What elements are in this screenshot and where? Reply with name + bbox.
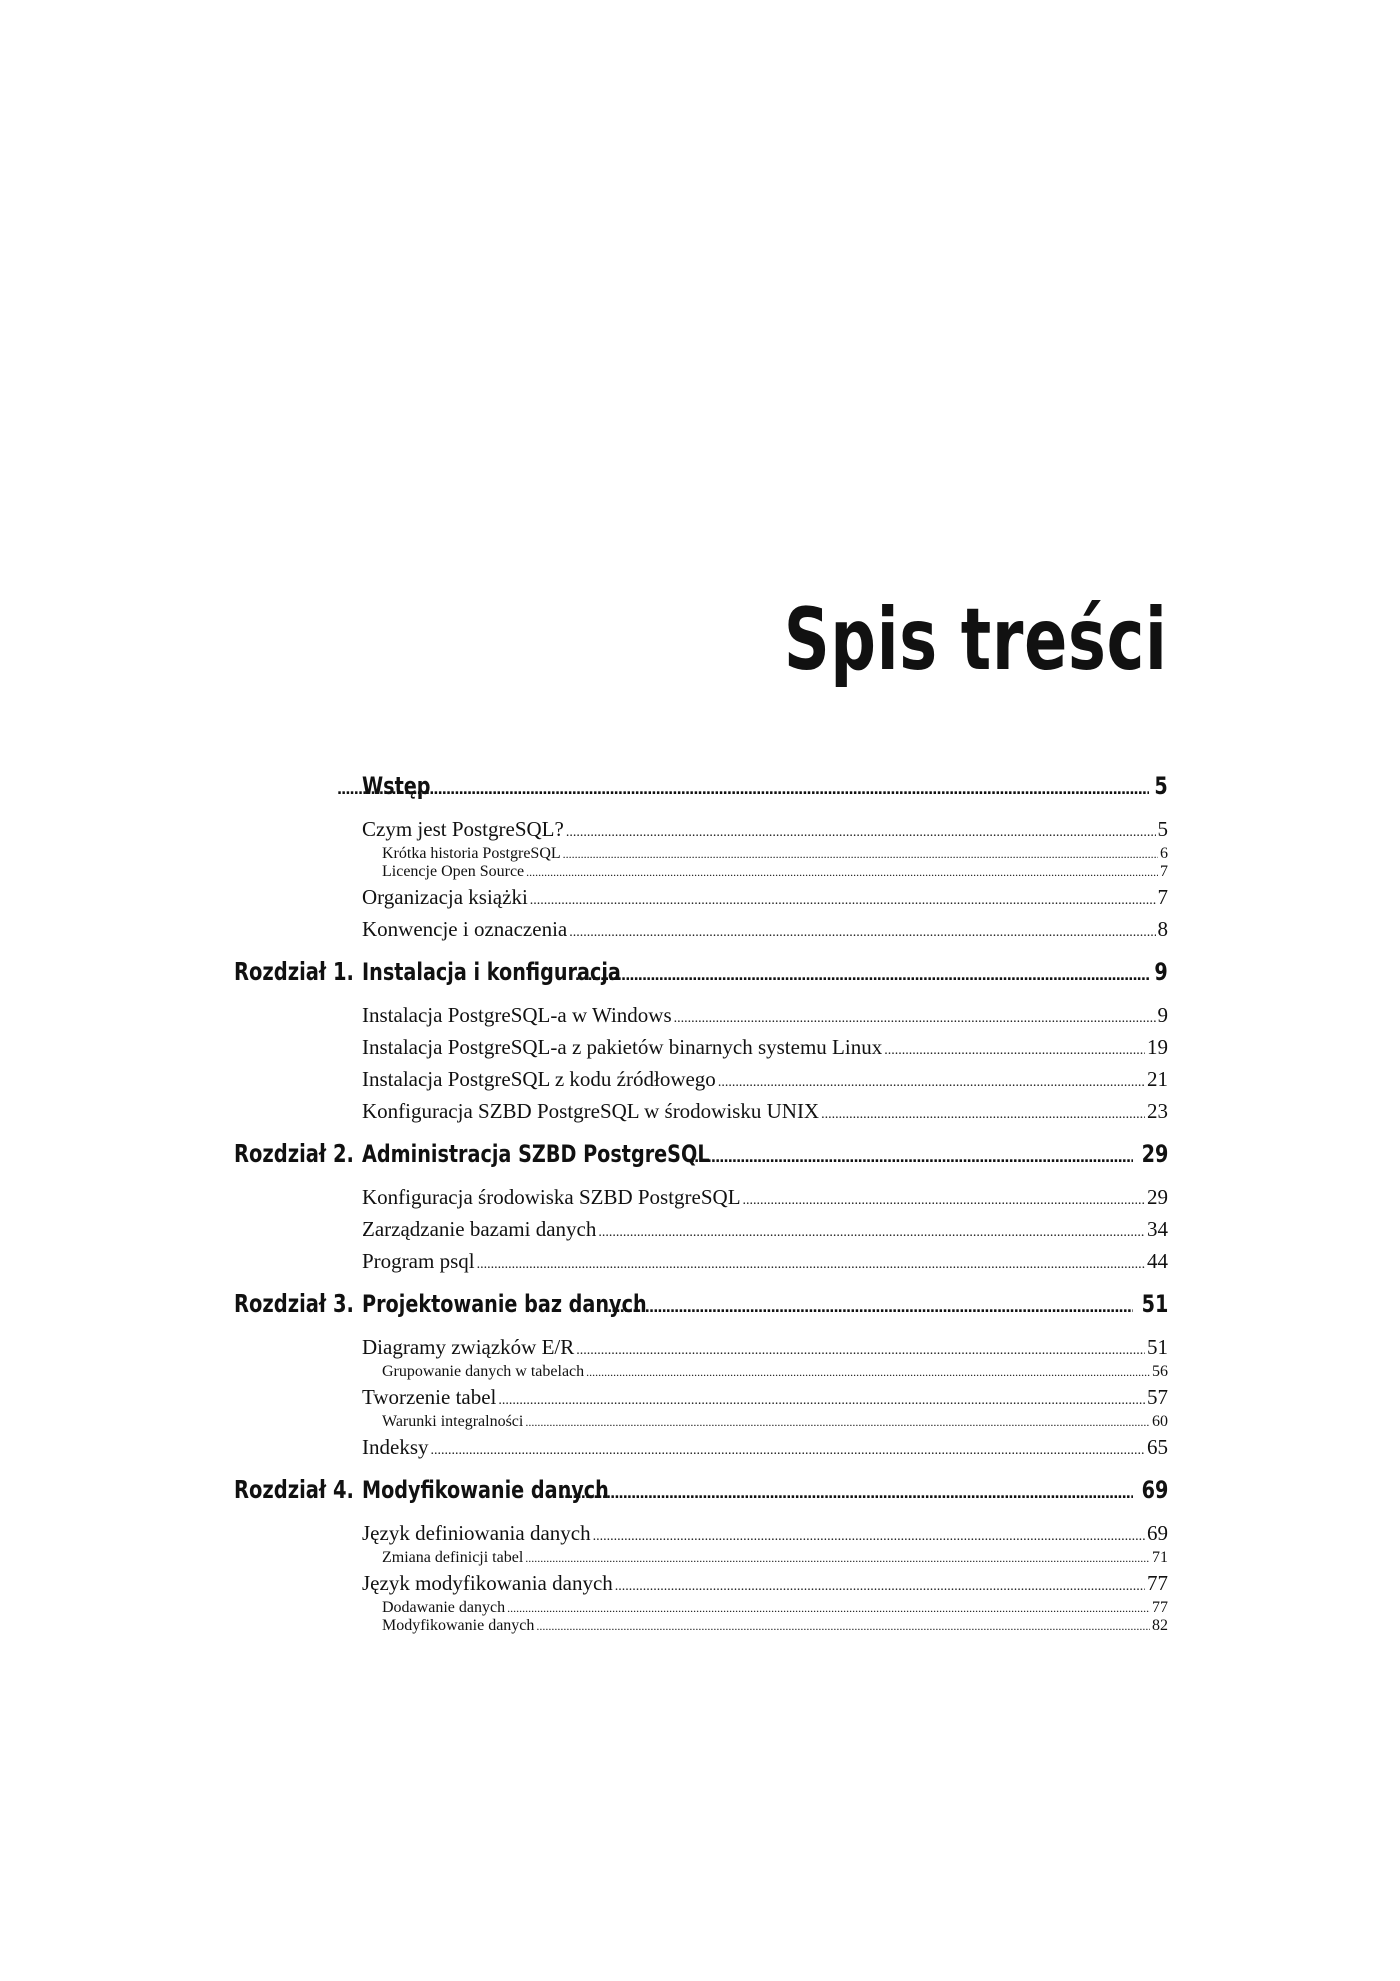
toc-entry-title: Tworzenie tabel <box>362 1385 497 1409</box>
toc-entry-page: 23 <box>1147 1099 1168 1123</box>
toc-entry <box>362 916 1168 946</box>
dot-leader <box>598 1220 1145 1246</box>
toc-entry-title: Warunki integralności <box>382 1413 524 1430</box>
toc-entry <box>362 956 1168 992</box>
dot-leader <box>431 1438 1146 1464</box>
dot-leader <box>477 1252 1145 1278</box>
toc-entry <box>362 884 1168 914</box>
dot-leader <box>718 1070 1145 1096</box>
toc-entry <box>362 1334 1168 1364</box>
toc-entry-title: Organizacja książki <box>362 885 528 909</box>
chapter-label: Rozdział 1. <box>234 957 354 986</box>
dot-leader <box>569 920 1155 946</box>
toc-entry-title: Dodawanie danych <box>382 1599 506 1616</box>
dot-leader <box>337 774 1149 806</box>
dot-leader <box>507 1598 1150 1618</box>
toc-entry-page: 8 <box>1157 917 1168 941</box>
toc-entry-title: Instalacja PostgreSQL-a z pakietów binarnych systemu Linux <box>362 1035 883 1059</box>
toc-entry-page: 9 <box>1154 958 1168 986</box>
toc-entry-page: 77 <box>1147 1571 1168 1595</box>
toc-entry-page: 29 <box>1141 1140 1168 1168</box>
toc-entry-title: Indeksy <box>362 1435 429 1459</box>
toc-entry <box>362 816 1168 846</box>
toc-entry-title: Administracja SZBD PostgreSQL <box>362 1140 710 1168</box>
toc-entry-title: Licencje Open Source <box>382 863 525 880</box>
toc-entry-title: Wstęp <box>362 772 431 800</box>
dot-leader <box>686 1142 1133 1174</box>
toc-entry-title: Czym jest PostgreSQL? <box>362 817 564 841</box>
toc-entry-page: 9 <box>1157 1003 1168 1027</box>
toc-entry-page: 34 <box>1147 1217 1168 1241</box>
toc-entry-title: Instalacja PostgreSQL z kodu źródłowego <box>362 1067 716 1091</box>
toc-entry-page: 65 <box>1147 1435 1168 1459</box>
toc-entry-title: Projektowanie baz danych <box>362 1290 647 1318</box>
dot-leader <box>586 1362 1150 1382</box>
toc-entry <box>362 1066 1168 1096</box>
toc-entry-page: 57 <box>1147 1385 1168 1409</box>
toc-entry <box>362 1138 1168 1174</box>
toc-entry <box>362 770 1168 806</box>
toc-entry-page: 69 <box>1147 1521 1168 1545</box>
toc-entry-page: 51 <box>1141 1290 1168 1318</box>
dot-leader <box>821 1102 1145 1128</box>
toc-entry-title: Modyfikowanie danych <box>382 1617 535 1634</box>
toc-entry-title: Program psql <box>362 1249 475 1273</box>
toc-entry <box>362 1098 1168 1128</box>
toc-entry-page: 44 <box>1147 1249 1168 1273</box>
toc-entry <box>362 1474 1168 1510</box>
dot-leader <box>575 960 1150 992</box>
toc-entry-title: Zmiana definicji tabel <box>382 1549 524 1566</box>
dot-leader <box>536 1616 1150 1636</box>
toc-entry <box>362 1034 1168 1064</box>
chapter-label: Rozdział 4. <box>234 1475 354 1504</box>
toc-entry <box>362 1570 1168 1600</box>
toc-entry-page: 6 <box>1160 845 1168 862</box>
toc-entry-title: Konwencje i oznaczenia <box>362 917 568 941</box>
dot-leader <box>498 1388 1145 1414</box>
dot-leader <box>526 862 1158 882</box>
toc-entry-page: 60 <box>1152 1413 1168 1430</box>
toc-entry <box>362 1248 1168 1278</box>
toc-entry-title: Język definiowania danych <box>362 1521 591 1545</box>
dot-leader <box>743 1188 1145 1214</box>
toc-entry-title: Zarządzanie bazami danych <box>362 1217 597 1241</box>
toc-entry-title: Instalacja PostgreSQL-a w Windows <box>362 1003 672 1027</box>
dot-leader <box>593 1524 1145 1550</box>
dot-leader <box>576 1338 1145 1364</box>
toc-entry-page: 82 <box>1152 1617 1168 1634</box>
dot-leader <box>525 1412 1150 1432</box>
toc-entry-title: Konfiguracja SZBD PostgreSQL w środowisku UNIX <box>362 1099 820 1123</box>
toc-entry-page: 77 <box>1152 1599 1168 1616</box>
chapter-label: Rozdział 2. <box>234 1139 354 1168</box>
toc-entry-title: Grupowanie danych w tabelach <box>382 1363 585 1380</box>
toc-entry-page: 51 <box>1147 1335 1168 1359</box>
toc-entry-title: Diagramy związków E/R <box>362 1335 575 1359</box>
toc-entry <box>382 1548 1168 1568</box>
page-title: Spis treści <box>784 590 1168 690</box>
toc-entry-page: 19 <box>1147 1035 1168 1059</box>
toc-entry-page: 71 <box>1152 1549 1168 1566</box>
toc-entry <box>362 1216 1168 1246</box>
toc-entry-title: Instalacja i konfiguracja <box>362 958 621 986</box>
dot-leader <box>884 1038 1145 1064</box>
toc-entry-page: 69 <box>1141 1476 1168 1504</box>
toc-entry <box>362 1384 1168 1414</box>
toc-entry-page: 21 <box>1147 1067 1168 1091</box>
chapter-label: Rozdział 3. <box>234 1289 354 1318</box>
toc-entry <box>382 1412 1168 1432</box>
toc-entry-title: Konfiguracja środowiska SZBD PostgreSQL <box>362 1185 741 1209</box>
toc-entry-page: 7 <box>1157 885 1168 909</box>
dot-leader <box>530 888 1156 914</box>
toc-entry-title: Modyfikowanie danych <box>362 1476 609 1504</box>
toc-entry <box>382 862 1168 882</box>
dot-leader <box>674 1006 1156 1032</box>
toc-entry <box>362 1288 1168 1324</box>
toc-entry-page: 29 <box>1147 1185 1168 1209</box>
dot-leader <box>563 844 1158 864</box>
dot-leader <box>607 1292 1133 1324</box>
toc-entry <box>382 844 1168 864</box>
toc-entry <box>362 1434 1168 1464</box>
dot-leader <box>560 1478 1133 1510</box>
dot-leader <box>566 820 1156 846</box>
toc-entry-title: Język modyfikowania danych <box>362 1571 613 1595</box>
toc-entry-page: 5 <box>1157 817 1168 841</box>
toc-entry-page: 56 <box>1152 1363 1168 1380</box>
toc-entry-title: Krótka historia PostgreSQL <box>382 845 561 862</box>
dot-leader <box>525 1548 1150 1568</box>
toc-entry <box>382 1362 1168 1382</box>
toc-entry-page: 5 <box>1154 772 1168 800</box>
toc-entry-page: 7 <box>1160 863 1168 880</box>
toc-entry <box>362 1002 1168 1032</box>
toc-entry <box>382 1598 1168 1618</box>
toc-entry <box>382 1616 1168 1636</box>
dot-leader <box>615 1574 1145 1600</box>
toc-entry <box>362 1520 1168 1550</box>
toc-entry <box>362 1184 1168 1214</box>
